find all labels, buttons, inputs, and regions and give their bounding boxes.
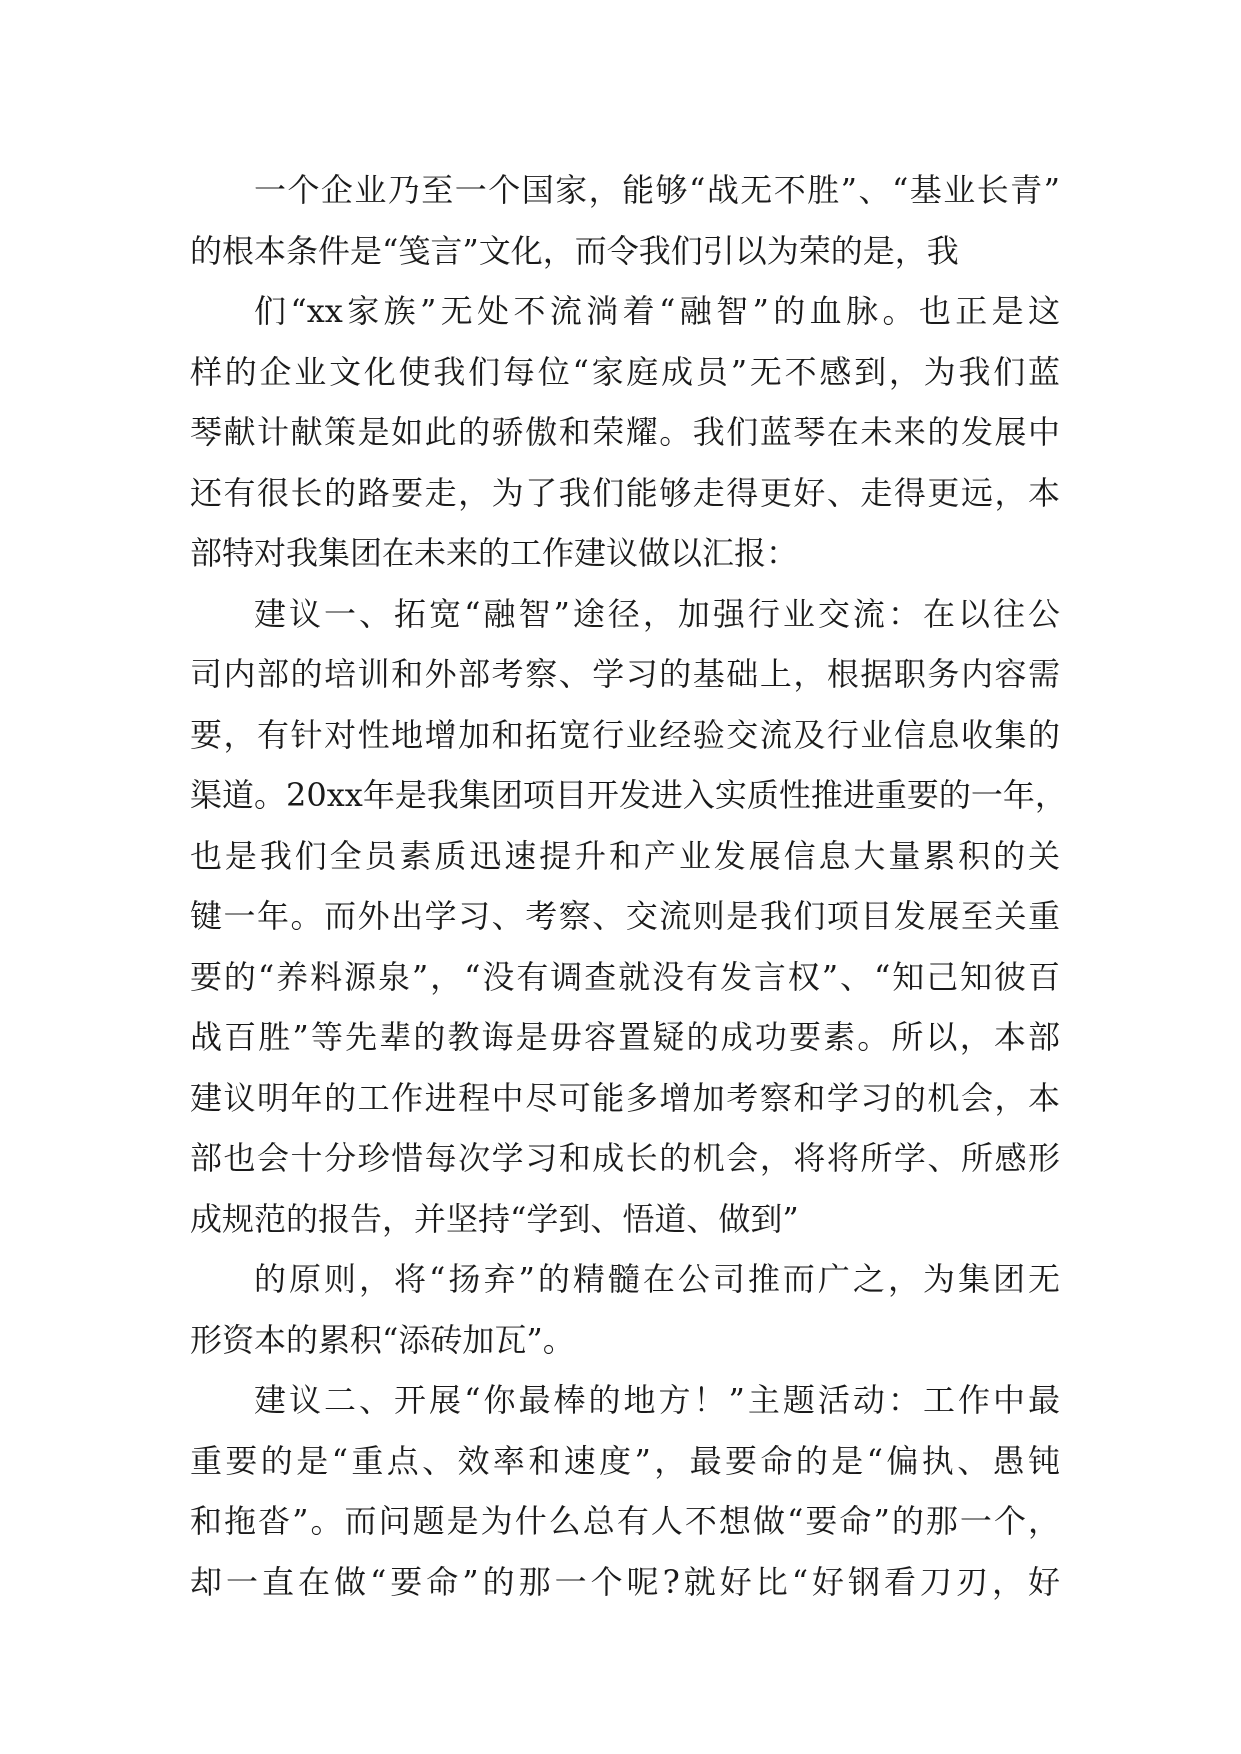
document-body [190,160,1067,1612]
paragraph-line: 也是我们全员素质迅速提升和产业发展信息大量累积的关 [190,836,1060,875]
paragraph-line: 建议一、拓宽“融智”途径，加强行业交流：在以往公 [254,594,1060,633]
paragraph-line: 的根本条件是“笺言”文化，而令我们引以为荣的是，我 [190,231,959,270]
paragraph-line: 战百胜”等先辈的教诲是毋容置疑的成功要素。所以，本部 [190,1018,1060,1056]
paragraph-line: 司内部的培训和外部考察、学习的基础上，根据职务内容需 [190,655,1060,693]
paragraph-line: 部也会十分珍惜每次学习和成长的机会，将将所学、所感形 [190,1139,1060,1177]
paragraph-line: 要的“养料源泉”，“没有调查就没有发言权”、“知己知彼百 [190,957,1060,996]
paragraph-line: 样的企业文化使我们每位“家庭成员”无不感到，为我们蓝 [190,352,1060,391]
paragraph-line: 琴献计献策是如此的骄傲和荣耀。我们蓝琴在未来的发展中 [190,413,1060,451]
paragraph-line: 重要的是“重点、效率和速度”，最要命的是“偏执、愚钝 [190,1441,1060,1480]
paragraph-line: 建议二、开展“你最棒的地方！”主题活动：工作中最 [254,1381,1060,1419]
paragraph-line: 建议明年的工作进程中尽可能多增加考察和学习的机会，本 [190,1078,1060,1117]
paragraph-line: 成规范的报告，并坚持“学到、悟道、做到” [190,1199,799,1238]
paragraph-line: 渠道。20xx年是我集团项目开发进入实质性推进重要的一年， [190,776,1067,814]
paragraph-line: 还有很长的路要走，为了我们能够走得更好、走得更远，本 [190,473,1060,512]
paragraph-line: 部特对我集团在未来的工作建议做以汇报： [190,534,799,572]
paragraph-line: 一个企业乃至一个国家，能够“战无不胜”、“基业长青” [254,171,1060,209]
paragraph-line: 们“xx家族”无处不流淌着“融智”的血脉。也正是这 [254,292,1060,330]
paragraph-line: 的原则，将“扬弃”的精髓在公司推而广之，为集团无 [254,1260,1060,1298]
paragraph-line: 形资本的累积“添砖加瓦”。 [190,1320,575,1359]
paragraph-line: 键一年。而外出学习、考察、交流则是我们项目发展至关重 [190,897,1060,935]
paragraph-line: 要，有针对性地增加和拓宽行业经验交流及行业信息收集的 [190,715,1060,754]
paragraph-line: 和拖沓”。而问题是为什么总有人不想做“要命”的那一个， [190,1502,1060,1540]
paragraph-line: 却一直在做“要命”的那一个呢?就好比“好钢看刀刃，好 [190,1562,1060,1601]
